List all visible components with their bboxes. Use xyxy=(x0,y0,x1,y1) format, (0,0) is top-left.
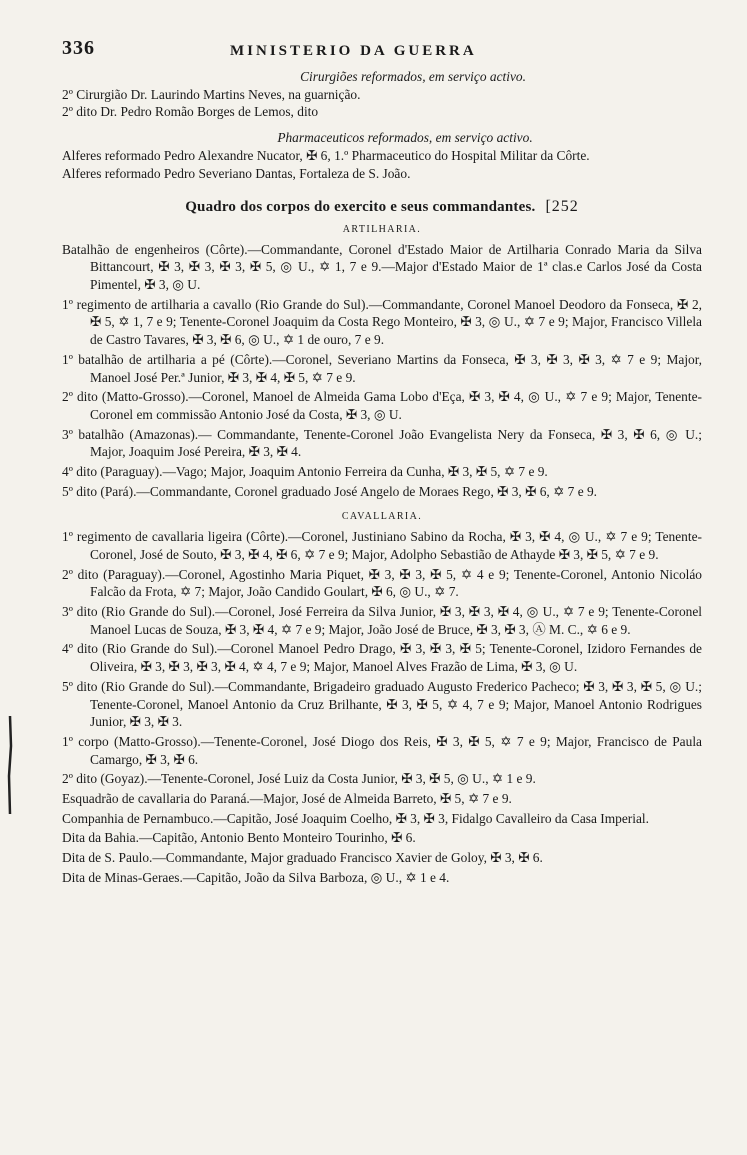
cavallaria-entry: 1º corpo (Matto-Grosso).—Tenente-Coronel, José Diogo dos Reis, ✠ 3, ✠ 5, ✡ 7 e 9; Major, Francisco de Paula Camargo, ✠ 3, ✠ 6. xyxy=(62,733,702,767)
running-title: MINISTERIO DA GUERRA xyxy=(230,43,477,59)
artilharia-entry: 2º dito (Matto-Grosso).—Coronel, Manoel de Almeida Gama Lobo d'Eça, ✠ 3, ✠ 4, ◎ U., ✡ 7 e 9; Major, Tenente-Coronel em commissão Antonio José da Costa, ✠ 3, ◎ U. xyxy=(62,389,702,422)
cavallaria-entry: Dita da Bahia.—Capitão, Antonio Bento Monteiro Tourinho, ✠ 6. xyxy=(62,830,416,846)
cavallaria-entry: Esquadrão de cavallaria do Paraná.—Major, José de Almeida Barreto, ✠ 5, ✡ 7 e 9. xyxy=(62,791,512,807)
cavallaria-entry: 1º regimento de cavallaria ligeira (Côrte).—Coronel, Justiniano Sabino da Rocha, ✠ 3, ✠ 4, ◎ U., ✡ 7 e 9; Tenente-Coronel, José de Souto, ✠ 3, ✠ 4, ✠ 6, ✡ 7 e 9; Major, Adolpho Sebastião de Athayde ✠ 3, ✠ 5, ✡ 7 e 9. xyxy=(62,529,702,562)
artilharia-heading: ARTILHARIA. xyxy=(342,223,422,235)
artilharia-entry: 1º batalhão de artilharia a pé (Côrte).—Coronel, Severiano Martins da Fonseca, ✠ 3, ✠ 3, ✠ 3, ✡ 7 e 9; Major, Manoel José Per.ª Junior, ✠ 3, ✠ 4, ✠ 5, ✡ 7 e 9. xyxy=(62,351,702,385)
pharmacist-entry: Alferes reformado Pedro Severiano Dantas, Fortaleza de S. João. xyxy=(62,165,411,181)
artilharia-entry: 1º regimento de artilharia a cavallo (Rio Grande do Sul).—Commandante, Coronel Manoel Deodoro da Fonseca, ✠ 2, ✠ 5, ✡ 1, 7 e 9; Tenente-Coronel Joaquim da Costa Rego Monteiro, ✠ 3, ◎ U., ✡ 7 e 9; Major, Francisco Villela de Castro Tavares, ✠ 3, ✠ 6, ◎ U., ✡ 1 de ouro, 7 e 9. xyxy=(62,296,702,348)
artilharia-entry: Batalhão de engenheiros (Côrte).—Commandante, Coronel d'Estado Maior de Artilharia Conrado Maria da Silva Bittancourt, ✠ 3, ✠ 3, ✠ 3, ✠ 5, ◎ U., ✡ 1, 7 e 9.—Major d'Estado Maior de 1ª clas.e Carlos José da Costa Pimentel, ✠ 3, ◎ U. xyxy=(62,241,702,293)
artilharia-entry: 3º batalhão (Amazonas).— Commandante, Tenente-Coronel João Evangelista Nery da Fonseca, ✠ 3, ✠ 6, ◎ U.; Major, Joaquim José Pereira, ✠ 3, ✠ 4. xyxy=(62,426,702,460)
artilharia-entry: 4º dito (Paraguay).—Vago; Major, Joaquim Antonio Ferreira da Cunha, ✠ 3, ✠ 5, ✡ 7 e 9. xyxy=(62,464,548,480)
cavallaria-entry: Companhia de Pernambuco.—Capitão, José Joaquim Coelho, ✠ 3, ✠ 3, Fidalgo Cavalleiro da Casa Imperial. xyxy=(62,810,649,826)
corps-table-title xyxy=(62,198,702,217)
cavallaria-entry: 5º dito (Rio Grande do Sul).—Commandante, Brigadeiro graduado Augusto Frederico Pacheco; ✠ 3, ✠ 3, ✠ 5, ◎ U.; Tenente-Coronel, Manoel Antonio da Cruz Brilhante, ✠ 3, ✠ 5, ✡ 4, 7 e 9; Major, Manoel Antonio Rodrigues Junior, ✠ 3, ✠ 3. xyxy=(62,678,702,730)
cavallaria-entry: 4º dito (Rio Grande do Sul).—Coronel Manoel Pedro Drago, ✠ 3, ✠ 3, ✠ 5; Tenente-Coronel, Izidoro Fernandes de Oliveira, ✠ 3, ✠ 3, ✠ 3, ✠ 4, ✡ 4, 7 e 9; Major, Manoel Alves Frazão de Lima, ✠ 3, ◎ U. xyxy=(62,641,702,675)
page-body xyxy=(62,37,702,889)
margin-ink-mark xyxy=(6,716,14,814)
cavallaria-entry: 2º dito (Goyaz).—Tenente-Coronel, José Luiz da Costa Junior, ✠ 3, ✠ 5, ◎ U., ✡ 1 e 9. xyxy=(62,771,536,787)
cavallaria-entry: 2º dito (Paraguay).—Coronel, Agostinho Maria Piquet, ✠ 3, ✠ 3, ✠ 5, ✡ 4 e 9; Tenente-Coronel, Antonio Nicoláo Falcão da Frota, ✡ 7; Major, João Candido Goulart, ✠ 6, ◎ U., ✡ 7. xyxy=(62,566,702,600)
surgeon-entry: 2º dito Dr. Pedro Romão Borges de Lemos, dito xyxy=(62,104,319,120)
surgeon-entry: 2º Cirurgião Dr. Laurindo Martins Neves, na guarnição. xyxy=(62,86,361,102)
corps-table-ref: [252 xyxy=(545,198,579,216)
page-header xyxy=(62,37,702,66)
surgeons-heading: Cirurgiões reformados, em serviço activo. xyxy=(300,69,526,84)
pharmacist-entry: Alferes reformado Pedro Alexandre Nucator, ✠ 6, 1.º Pharmaceutico do Hospital Militar da Côrte. xyxy=(62,147,590,163)
cavallaria-heading: CAVALLARIA. xyxy=(341,511,423,523)
cavallaria-entry: Dita de S. Paulo.—Commandante, Major graduado Francisco Xavier de Goloy, ✠ 3, ✠ 6. xyxy=(62,850,543,866)
pharmacists-heading: Pharmaceuticos reformados, em serviço activo. xyxy=(277,130,533,146)
cavallaria-entry: 3º dito (Rio Grande do Sul).—Coronel, José Ferreira da Silva Junior, ✠ 3, ✠ 3, ✠ 4, ◎ U., ✡ 7 e 9; Tenente-Coronel Manoel Lucas de Souza, ✠ 3, ✠ 4, ✡ 7 e 9; Major, João José de Bruce, ✠ 3, ✠ 3, Ⓐ M. C., ✡ 6 e 9. xyxy=(62,603,702,637)
page-number: 336 xyxy=(62,37,95,59)
corps-table-title-text: Quadro dos corpos do exercito e seus commandantes. xyxy=(185,199,536,216)
cavallaria-entry: Dita de Minas-Geraes.—Capitão, João da Silva Barboza, ◎ U., ✡ 1 e 4. xyxy=(62,869,450,885)
artilharia-entry: 5º dito (Pará).—Commandante, Coronel graduado José Angelo de Moraes Rego, ✠ 3, ✠ 6, ✡ 7 e 9. xyxy=(62,483,598,499)
